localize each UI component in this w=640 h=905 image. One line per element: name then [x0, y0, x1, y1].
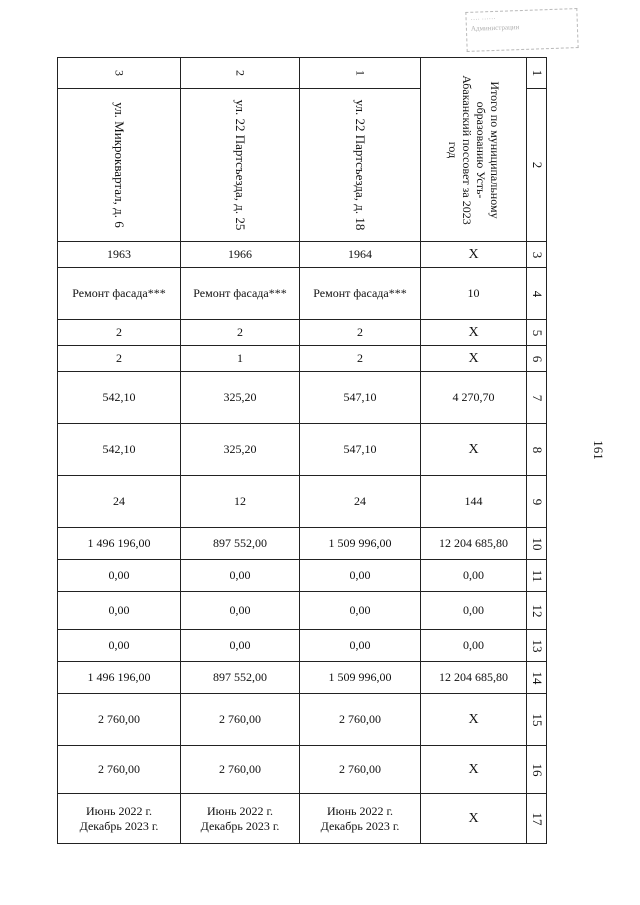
table-row	[58, 662, 547, 694]
housing-repair-table	[57, 57, 547, 844]
cell-total: Х	[421, 746, 527, 794]
cell-value: 897 552,00	[181, 662, 300, 694]
cell-period: Июнь 2022 г. Декабрь 2023 г.	[300, 794, 421, 844]
cell-value: 542,10	[58, 372, 181, 424]
cell-year: 1963	[58, 242, 181, 268]
cell-value: 1 496 196,00	[58, 528, 181, 560]
cell-value: 325,20	[181, 372, 300, 424]
cell-value: 897 552,00	[181, 528, 300, 560]
cell-value: 547,10	[300, 372, 421, 424]
column-number: 1	[527, 58, 547, 89]
cell-value: 2	[181, 320, 300, 346]
table-row	[58, 476, 547, 528]
column-number: 16	[527, 746, 547, 794]
cell-period: Июнь 2022 г. Декабрь 2023 г.	[181, 794, 300, 844]
cell-value: 2 760,00	[300, 694, 421, 746]
table-row	[58, 794, 547, 844]
column-number: 3	[527, 242, 547, 268]
cell-value: 2	[300, 346, 421, 372]
cell-total: 12 204 685,80	[421, 662, 527, 694]
house-index: 2	[181, 58, 300, 89]
table-row	[58, 242, 547, 268]
page-number: 161	[591, 440, 606, 460]
cell-value: 0,00	[58, 630, 181, 662]
cell-total: Х	[421, 694, 527, 746]
cell-total: 0,00	[421, 560, 527, 592]
cell-value: 1 496 196,00	[58, 662, 181, 694]
table-row	[58, 560, 547, 592]
cell-value: 2	[300, 320, 421, 346]
column-number: 15	[527, 694, 547, 746]
cell-total: 0,00	[421, 592, 527, 630]
cell-value: 0,00	[181, 592, 300, 630]
cell-total: 12 204 685,80	[421, 528, 527, 560]
cell-value: 24	[58, 476, 181, 528]
stamp-line: ···· ······	[470, 14, 496, 24]
column-number: 2	[527, 89, 547, 242]
table-row	[58, 424, 547, 476]
cell-total: Х	[421, 242, 527, 268]
cell-total: Х	[421, 424, 527, 476]
cell-total: 4 270,70	[421, 372, 527, 424]
cell-value: 2 760,00	[181, 694, 300, 746]
cell-value: 542,10	[58, 424, 181, 476]
cell-value: 0,00	[300, 630, 421, 662]
column-number: 8	[527, 424, 547, 476]
cell-value: 2 760,00	[58, 694, 181, 746]
table-row	[58, 528, 547, 560]
column-number: 12	[527, 592, 547, 630]
cell-value: 2	[58, 346, 181, 372]
table-row	[58, 694, 547, 746]
column-number: 5	[527, 320, 547, 346]
cell-period: Июнь 2022 г. Декабрь 2023 г.	[58, 794, 181, 844]
cell-total: Х	[421, 794, 527, 844]
stamp-line: Администрации	[470, 23, 520, 33]
house-index: 3	[58, 58, 181, 89]
column-number: 7	[527, 372, 547, 424]
column-number: 9	[527, 476, 547, 528]
cell-value: 1 509 996,00	[300, 528, 421, 560]
table-row	[58, 268, 547, 320]
table-row	[58, 346, 547, 372]
table-row	[58, 592, 547, 630]
cell-value: 2 760,00	[181, 746, 300, 794]
column-number: 17	[527, 794, 547, 844]
column-number: 11	[527, 560, 547, 592]
cell-work-type: Ремонт фасада***	[300, 268, 421, 320]
cell-value: 24	[300, 476, 421, 528]
cell-value: 0,00	[58, 560, 181, 592]
approval-stamp	[465, 8, 578, 52]
total-label: Итого по муниципальному образованию Усть-Абаканский поссовет за 2023 год	[421, 58, 527, 242]
cell-value: 0,00	[181, 560, 300, 592]
cell-total: Х	[421, 346, 527, 372]
column-number: 4	[527, 268, 547, 320]
house-index: 1	[300, 58, 421, 89]
column-number: 14	[527, 662, 547, 694]
cell-value: 2	[58, 320, 181, 346]
cell-value: 12	[181, 476, 300, 528]
cell-total: Х	[421, 320, 527, 346]
column-number: 10	[527, 528, 547, 560]
cell-value: 1 509 996,00	[300, 662, 421, 694]
house-address: ул. 22 Партсъезда, д. 18	[300, 89, 421, 242]
cell-value: 0,00	[300, 560, 421, 592]
table-row	[58, 746, 547, 794]
column-number: 6	[527, 346, 547, 372]
cell-year: 1966	[181, 242, 300, 268]
cell-total: 144	[421, 476, 527, 528]
cell-value: 0,00	[58, 592, 181, 630]
cell-value: 547,10	[300, 424, 421, 476]
cell-total: 0,00	[421, 630, 527, 662]
table-row	[58, 630, 547, 662]
cell-value: 1	[181, 346, 300, 372]
cell-year: 1964	[300, 242, 421, 268]
cell-value: 2 760,00	[300, 746, 421, 794]
house-address: ул. 22 Партсъезда, д. 25	[181, 89, 300, 242]
cell-work-type: Ремонт фасада***	[58, 268, 181, 320]
house-address: ул. Микроквартал, д. 6	[58, 89, 181, 242]
cell-value: 0,00	[300, 592, 421, 630]
cell-total: 10	[421, 268, 527, 320]
table-row	[58, 58, 547, 89]
cell-value: 2 760,00	[58, 746, 181, 794]
column-number: 13	[527, 630, 547, 662]
table-row	[58, 372, 547, 424]
table-row	[58, 320, 547, 346]
cell-value: 325,20	[181, 424, 300, 476]
cell-value: 0,00	[181, 630, 300, 662]
cell-work-type: Ремонт фасада***	[181, 268, 300, 320]
